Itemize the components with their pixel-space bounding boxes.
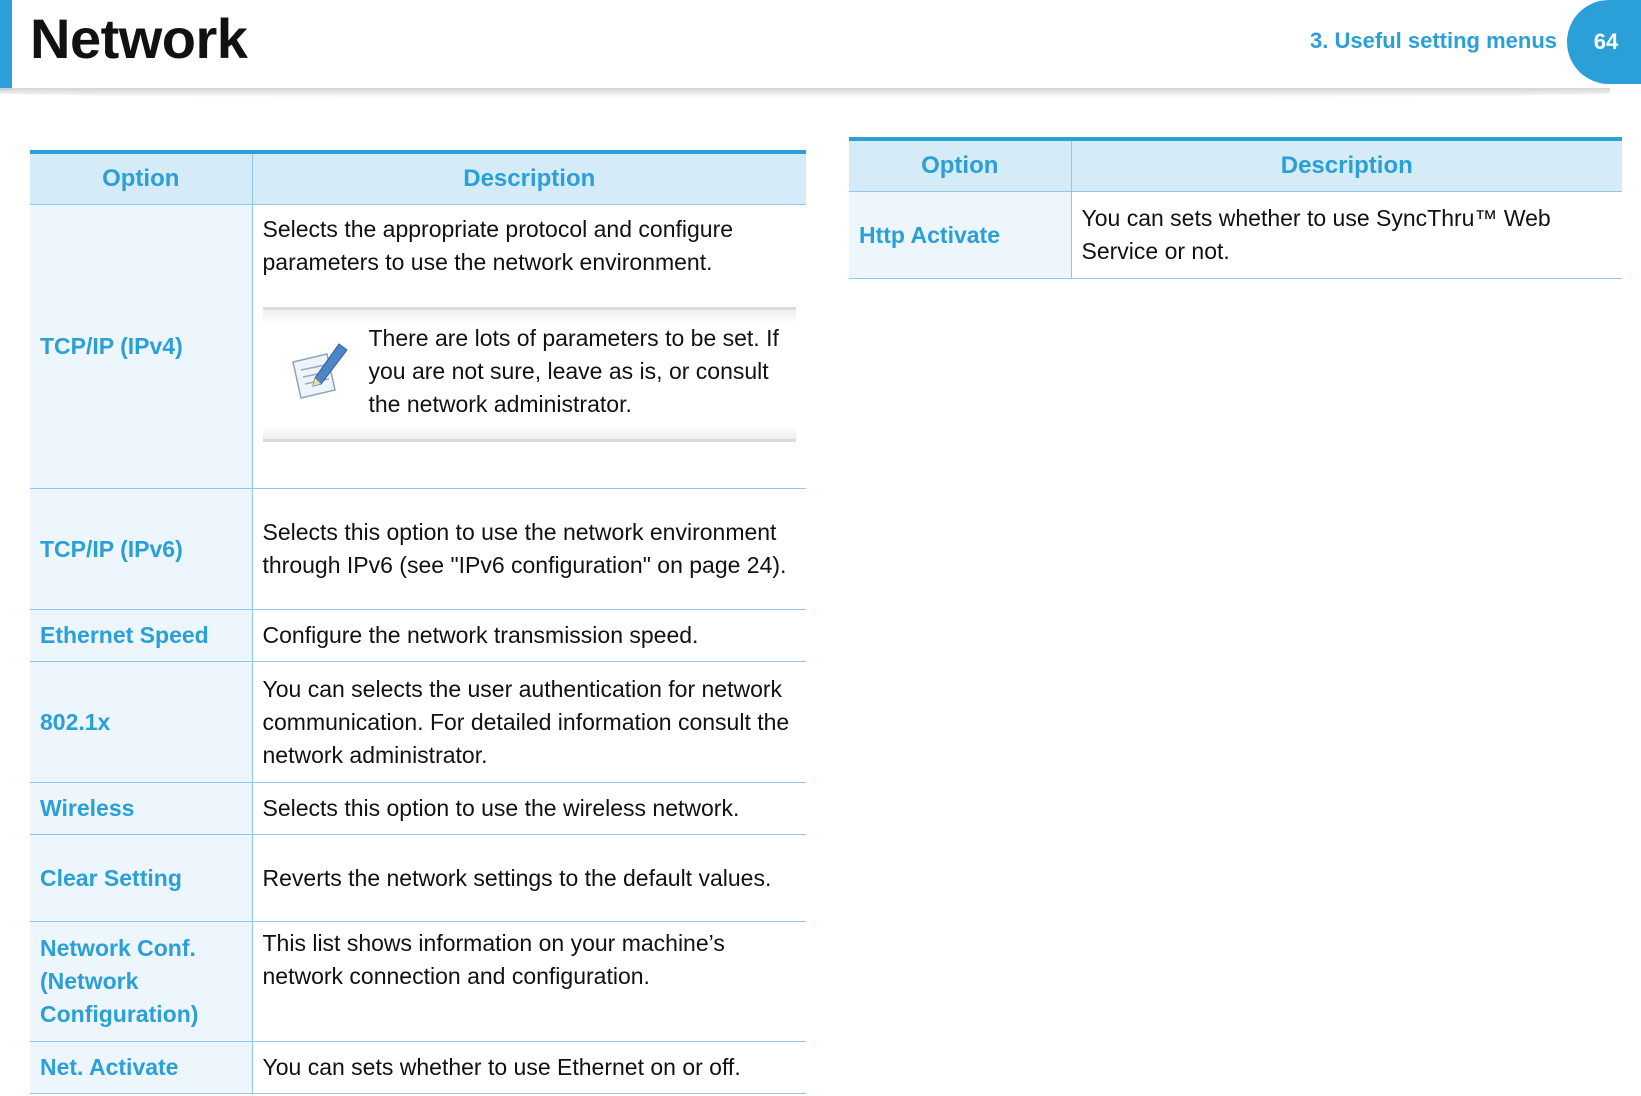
note-box bbox=[263, 307, 797, 442]
option-name: TCP/IP (IPv6) bbox=[30, 489, 252, 610]
column-header-option: Option bbox=[849, 139, 1071, 192]
right-options-table bbox=[849, 137, 1622, 279]
header-accent-bar bbox=[0, 0, 12, 90]
chapter-label: 3. Useful setting menus bbox=[1310, 28, 1557, 53]
table-row bbox=[30, 783, 806, 835]
option-description: You can selects the user authentication for network communication. For detailed information consult the network administrator. bbox=[252, 662, 806, 783]
option-description-text: Selects the appropriate protocol and configure parameters to use the network environment. bbox=[262, 216, 734, 275]
option-name: TCP/IP (IPv4) bbox=[30, 205, 252, 489]
option-name: Http Activate bbox=[849, 192, 1071, 279]
column-header-description: Description bbox=[252, 152, 806, 205]
header-divider bbox=[0, 88, 1610, 98]
option-name: Net. Activate bbox=[30, 1042, 252, 1094]
option-description: Selects this option to use the network environment through IPv6 (see "IPv6 configuration" on page 24). bbox=[252, 489, 806, 610]
note-text: There are lots of parameters to be set. If you are not sure, leave as is, or consult the network administrator. bbox=[368, 325, 779, 417]
option-description: This list shows information on your machine’s network connection and configuration. bbox=[252, 922, 806, 1042]
option-name: Network Conf. (Network Configuration) bbox=[30, 922, 252, 1042]
table-row bbox=[30, 610, 806, 662]
option-name: 802.1x bbox=[30, 662, 252, 783]
option-description: You can sets whether to use SyncThru™ Web Service or not. bbox=[1071, 192, 1622, 279]
table-header-row bbox=[30, 152, 806, 205]
option-description bbox=[252, 205, 806, 489]
note-pencil-icon bbox=[263, 340, 369, 404]
table-header-row bbox=[849, 139, 1622, 192]
table-row bbox=[30, 835, 806, 922]
page-title: Network bbox=[30, 7, 248, 70]
option-description: You can sets whether to use Ethernet on or off. bbox=[252, 1042, 806, 1094]
option-description: Selects this option to use the wireless network. bbox=[252, 783, 806, 835]
option-description: Configure the network transmission speed. bbox=[252, 610, 806, 662]
page-number bbox=[1567, 0, 1641, 84]
page-number-text: 64 bbox=[1593, 29, 1619, 54]
table-row bbox=[30, 205, 806, 489]
column-header-option: Option bbox=[30, 152, 252, 205]
column-header-description: Description bbox=[1071, 139, 1622, 192]
table-row bbox=[849, 192, 1622, 279]
table-row bbox=[30, 489, 806, 610]
option-name: Wireless bbox=[30, 783, 252, 835]
table-row bbox=[30, 1042, 806, 1094]
left-options-table bbox=[30, 150, 806, 1094]
table-row bbox=[30, 922, 806, 1042]
option-name: Ethernet Speed bbox=[30, 610, 252, 662]
table-row bbox=[30, 662, 806, 783]
option-description: Reverts the network settings to the default values. bbox=[252, 835, 806, 922]
option-name: Clear Setting bbox=[30, 835, 252, 922]
